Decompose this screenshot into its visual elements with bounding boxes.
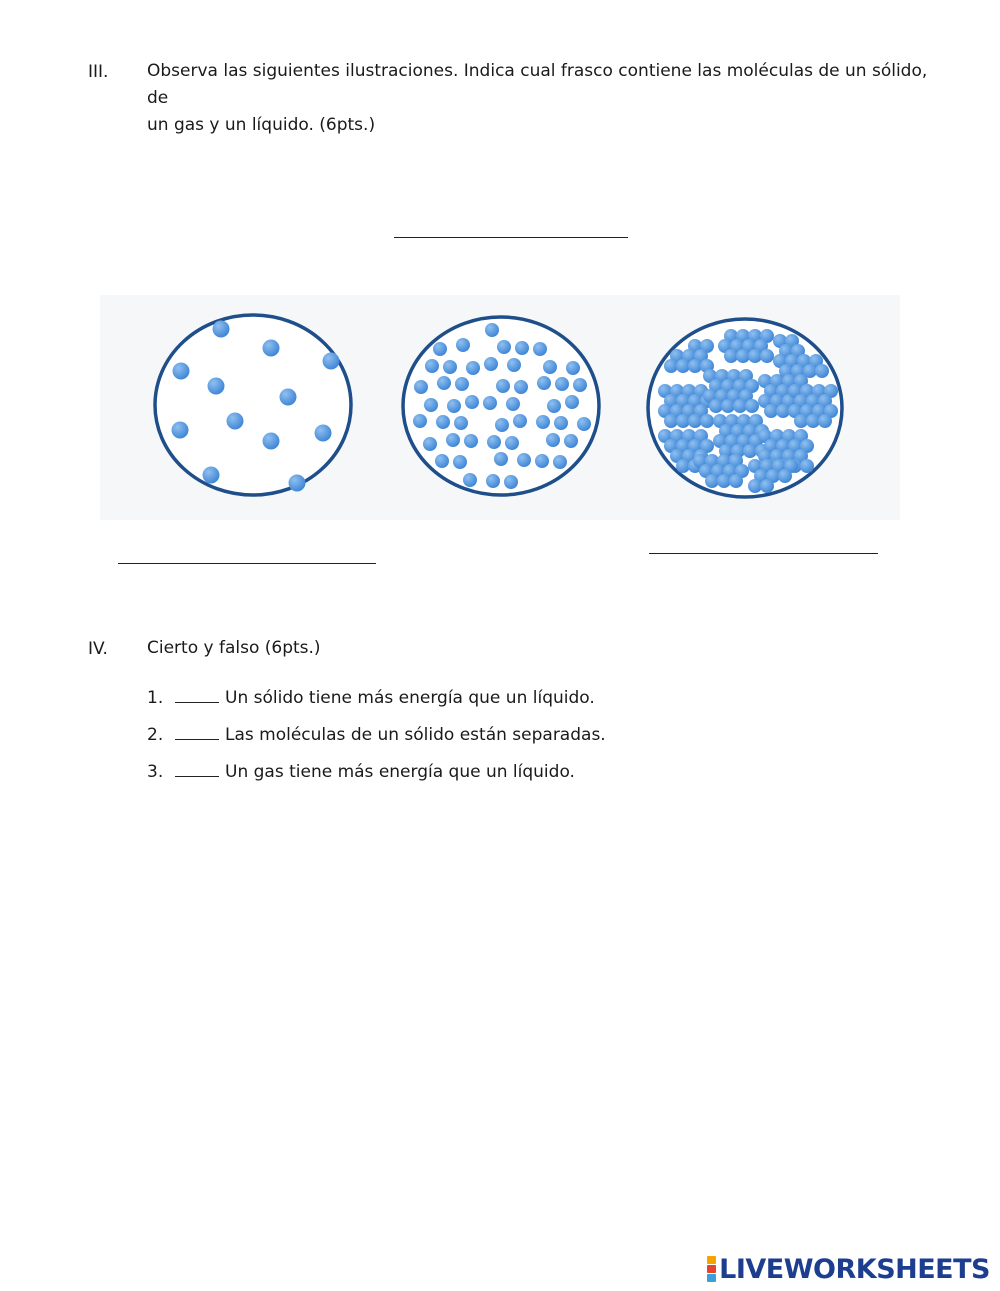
molecule [760, 349, 774, 363]
liveworksheets-logo [707, 1253, 990, 1285]
answer-blank-3[interactable] [175, 762, 219, 777]
molecule [172, 422, 189, 439]
molecule [564, 434, 578, 448]
logo-text: LIVEWORKSHEETS [719, 1253, 990, 1285]
molecule [173, 363, 190, 380]
molecule [463, 473, 477, 487]
molecule [546, 433, 560, 447]
molecule [733, 399, 747, 413]
molecule [577, 417, 591, 431]
molecule [736, 349, 750, 363]
molecule [487, 435, 501, 449]
answer-line-middle[interactable] [394, 237, 628, 238]
solid-molecules-jar [643, 312, 847, 504]
molecule [456, 338, 470, 352]
molecule [688, 414, 702, 428]
molecule [517, 453, 531, 467]
answer-blank-2[interactable] [175, 725, 219, 740]
molecule [486, 474, 500, 488]
molecule [227, 413, 244, 430]
item-number: 3. [147, 762, 164, 782]
answer-blank-1[interactable] [175, 688, 219, 703]
molecule [547, 399, 561, 413]
molecule [507, 358, 521, 372]
molecule [553, 455, 567, 469]
instructions-line-1: Observa las siguientes ilustraciones. Indica cual frasco contiene las moléculas de un sólido, de [147, 61, 928, 108]
molecule [323, 353, 340, 370]
molecule [705, 474, 719, 488]
molecule [213, 321, 230, 338]
jar-outline [155, 315, 351, 495]
molecule [688, 359, 702, 373]
molecule [514, 380, 528, 394]
molecule [454, 416, 468, 430]
molecule [806, 414, 820, 428]
molecule [435, 454, 449, 468]
molecule [565, 395, 579, 409]
true-false-item-1 [147, 688, 595, 708]
molecule [573, 378, 587, 392]
item-statement: Las moléculas de un sólido están separadas. [225, 725, 606, 745]
item-number: 1. [147, 688, 164, 708]
molecule [554, 416, 568, 430]
molecule [423, 437, 437, 451]
section-3-number: III. [88, 62, 109, 82]
molecule [433, 342, 447, 356]
molecule [505, 436, 519, 450]
instructions-line-2: un gas y un líquido. (6pts.) [147, 115, 376, 135]
molecule [533, 342, 547, 356]
molecule [437, 376, 451, 390]
molecule [778, 469, 792, 483]
molecule [446, 433, 460, 447]
molecule [748, 349, 762, 363]
molecule [483, 396, 497, 410]
molecule [263, 340, 280, 357]
molecule [543, 360, 557, 374]
molecule [800, 459, 814, 473]
molecule [745, 399, 759, 413]
true-false-item-2 [147, 725, 606, 745]
logo-square [707, 1256, 716, 1264]
molecule [289, 475, 306, 492]
molecule [497, 340, 511, 354]
molecule [709, 399, 723, 413]
section-4-title: Cierto y falso (6pts.) [147, 638, 321, 658]
molecule [506, 397, 520, 411]
molecule [494, 452, 508, 466]
molecule [447, 399, 461, 413]
item-statement: Un sólido tiene más energía que un líquido. [225, 688, 595, 708]
section-3-instructions [147, 58, 947, 139]
molecule [729, 474, 743, 488]
molecule [700, 414, 714, 428]
molecule [425, 359, 439, 373]
molecule [537, 376, 551, 390]
molecule [764, 404, 778, 418]
molecule [453, 455, 467, 469]
molecule [443, 360, 457, 374]
molecule [566, 361, 580, 375]
molecule [724, 349, 738, 363]
liquid-molecules-jar [398, 310, 604, 502]
molecule [504, 475, 518, 489]
molecule [760, 479, 774, 493]
molecule [776, 404, 790, 418]
answer-line-left[interactable] [118, 563, 376, 564]
true-false-item-3 [147, 762, 575, 782]
molecule [818, 414, 832, 428]
molecule [555, 377, 569, 391]
molecule [748, 479, 762, 493]
molecule [676, 459, 690, 473]
molecule [464, 434, 478, 448]
section-4-number: IV. [88, 639, 108, 659]
molecule [413, 414, 427, 428]
molecule [664, 414, 678, 428]
gas-molecules-jar [150, 308, 356, 502]
molecule [536, 415, 550, 429]
molecule [424, 398, 438, 412]
molecule [721, 399, 735, 413]
molecule [436, 415, 450, 429]
molecule [485, 323, 499, 337]
item-statement: Un gas tiene más energía que un líquido. [225, 762, 575, 782]
molecule [515, 341, 529, 355]
molecule [263, 433, 280, 450]
molecule [465, 395, 479, 409]
molecule [815, 364, 829, 378]
logo-square [707, 1274, 716, 1282]
molecule [208, 378, 225, 395]
molecule [535, 454, 549, 468]
molecule [484, 357, 498, 371]
molecule [676, 359, 690, 373]
molecule [466, 361, 480, 375]
molecule [664, 359, 678, 373]
molecule [513, 414, 527, 428]
logo-squares-icon [707, 1256, 716, 1282]
molecule [280, 389, 297, 406]
molecule [717, 474, 731, 488]
logo-square [707, 1265, 716, 1273]
molecule [496, 379, 510, 393]
molecule [495, 418, 509, 432]
molecule [315, 425, 332, 442]
item-number: 2. [147, 725, 164, 745]
molecule [794, 414, 808, 428]
molecule [203, 467, 220, 484]
molecule [743, 444, 757, 458]
molecule [676, 414, 690, 428]
molecule [414, 380, 428, 394]
molecule [455, 377, 469, 391]
answer-line-right[interactable] [649, 553, 878, 554]
